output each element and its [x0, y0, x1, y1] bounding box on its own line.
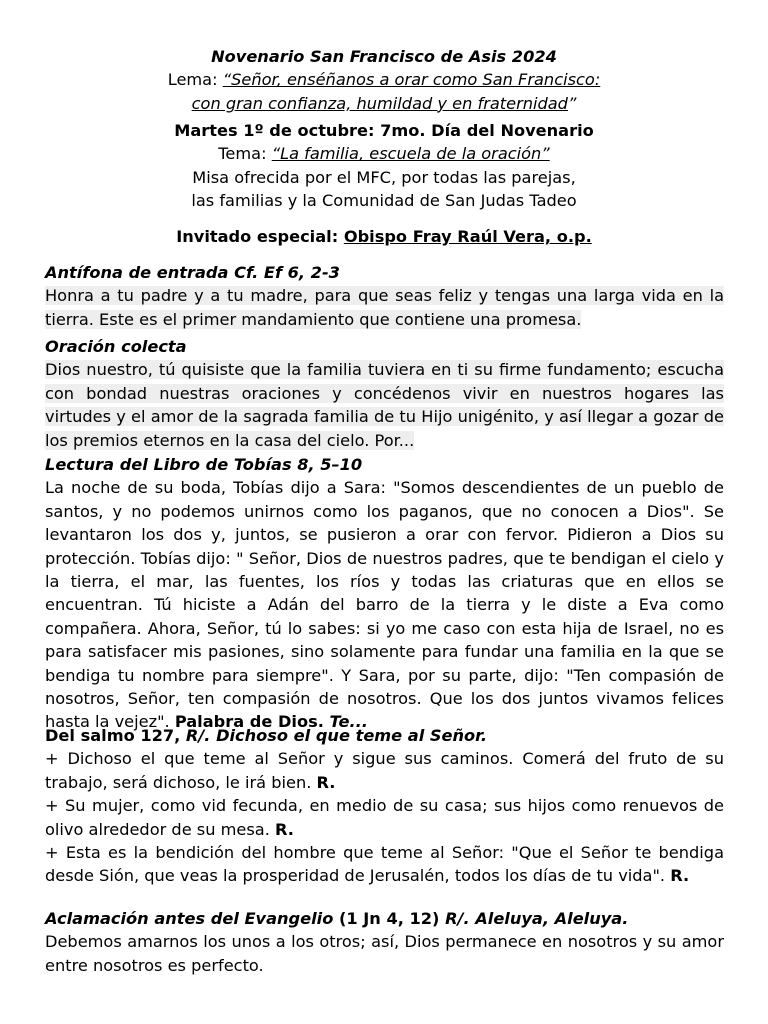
aclamacion-text: Debemos amarnos los unos a los otros; así, Dios permanece en nosotros y su amor entre nosotros es perfecto.	[45, 932, 724, 975]
antifona-heading: Antífona de entrada Cf. Ef 6, 2-3	[45, 263, 340, 282]
antifona-text	[45, 284, 724, 331]
invitado-label: Invitado especial:	[176, 227, 344, 246]
aclamacion-title: Aclamación antes del Evangelio	[45, 909, 334, 928]
aclamacion-section	[45, 907, 724, 977]
lema	[40, 68, 728, 91]
invitado-block	[40, 225, 728, 248]
misa-line1: Misa ofrecida por el MFC, por todas las parejas,	[192, 167, 576, 187]
misa-line2: las familias y la Comunidad de San Judas Tadeo	[191, 191, 577, 211]
lectura-heading: Lectura del Libro de Tobías 8, 5–10	[45, 455, 363, 474]
salmo-refrain: R.	[670, 866, 690, 886]
lema-text-line1: “Señor, enséñanos a orar como San Francisco:	[222, 70, 601, 90]
invitado-name: Obispo Fray Raúl Vera, o.p.	[343, 227, 592, 246]
colecta-section	[45, 335, 724, 452]
colecta-body: Dios nuestro, tú quisiste que la familia tuviera en ti su firme fundamento; escucha con bondad nuestras oraciones y concédenos vivir en nuestros hogares las virtudes y el amor de la sagrada familia de tu Hijo unigénito, y así llegar a gozar de los premios eternos en la casa del cielo. Por...	[45, 360, 724, 450]
salmo-verse-text: + Esta es la bendición del hombre que teme al Señor: "Que el Señor te bendiga desde Sión, que veas la prosperidad de Jerusalén, todos los días de tu vida".	[45, 843, 724, 886]
day-heading: Martes 1º de octubre: 7mo. Día del Novenario	[174, 121, 594, 140]
salmo-verse	[45, 794, 724, 841]
lectura-body: La noche de su boda, Tobías dijo a Sara: "Somos descendientes de un pueblo de santos, y no podemos unirnos como los paganos, que no conocen a Dios". Se levantaron los dos y, juntos, se pusieron a orar con fervor. Pidieron a Dios su protección. Tobías dijo: " Señor, Dios de nuestros padres, que te bendigan el cielo y la tierra, el mar, las fuentes, los ríos y todas las criaturas que en ellos se encuentran. Tú hiciste a Adán del barro de la tierra y le diste a Eva como compañera. Ahora, Señor, tú lo sabes: si yo me caso con esta hija de Israel, no es para satisfacer mis pasiones, sino solamente para fundar una familia en la que se bendiga tu nombre para siempre". Y Sara, por su parte, dijo: "Ten compasión de nosotros, Señor, ten compasión de nosotros. Que los dos juntos vivamos felices hasta la vejez".	[45, 478, 724, 732]
lema-close-quote: ”	[567, 93, 577, 113]
aclamacion-ref: (1 Jn 4, 12)	[333, 909, 446, 928]
salmo-response: R/. Dichoso el que teme al Señor.	[185, 726, 487, 745]
lema-text-line2: con gran confianza, humildad y en fraternidad	[191, 93, 568, 113]
salmo-verse	[45, 841, 724, 888]
salmo-heading	[45, 724, 724, 747]
colecta-heading: Oración colecta	[45, 337, 187, 356]
tema-label: Tema:	[218, 144, 272, 164]
antifona-section	[45, 261, 724, 331]
header-block	[40, 45, 728, 115]
novenario-title: Novenario San Francisco de Asis 2024	[211, 47, 557, 66]
colecta-text	[45, 358, 724, 452]
antifona-body: Honra a tu padre y a tu madre, para que seas feliz y tengas una larga vida en la tierra. Este es el primer mandamiento que contiene una promesa.	[45, 286, 724, 329]
aclamacion-response: R/. Aleluya, Aleluya.	[445, 909, 629, 928]
salmo-verse	[45, 747, 724, 794]
lectura-text	[45, 476, 724, 733]
salmo-label: Del salmo 127,	[45, 726, 186, 745]
lema-label: Lema:	[167, 70, 223, 90]
day-block	[40, 119, 728, 213]
tema	[40, 142, 728, 165]
aclamacion-heading	[45, 907, 724, 930]
tema-text: “La familia, escuela de la oración”	[271, 144, 550, 164]
lectura-response: Te...	[323, 712, 368, 732]
salmo-verse-text: + Su mujer, como vid fecunda, en medio de su casa; sus hijos como renuevos de olivo alrededor de su mesa.	[45, 796, 724, 839]
salmo-section	[45, 724, 724, 888]
salmo-verse-text: + Dichoso el que teme al Señor y sigue sus caminos. Comerá del fruto de su trabajo, será dichoso, le irá bien.	[45, 749, 724, 792]
lectura-section	[45, 453, 724, 734]
lectura-closing: Palabra de Dios.	[174, 712, 324, 732]
salmo-refrain: R.	[316, 772, 336, 792]
lema-line2	[40, 92, 728, 115]
salmo-refrain: R.	[275, 819, 294, 839]
